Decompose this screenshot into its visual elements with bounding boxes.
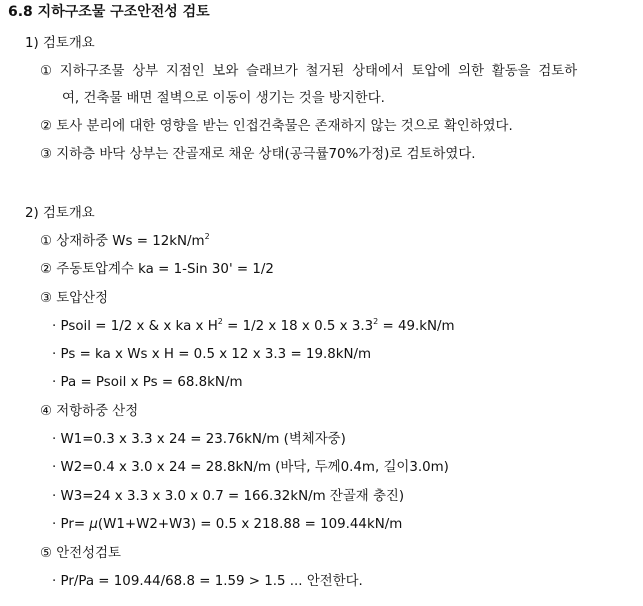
ps-formula: · Ps = ka x Ws x H = 0.5 x 12 x 3.3 = 19.8kN/m — [52, 347, 372, 362]
surcharge-load-text: ① 상재하중 Ws = 12kN/m — [40, 234, 205, 249]
w3-formula: · W3=24 x 3.3 x 3.0 x 0.7 = 166.32kN/m 잔골재 충진) — [52, 489, 405, 504]
psoil-part-b: = 1/2 x 18 x 0.5 x 3.3 — [222, 319, 374, 334]
surcharge-load — [40, 233, 210, 251]
resisting-load-title: ④ 저항하중 산정 — [40, 404, 139, 419]
psoil-formula — [52, 318, 455, 336]
section2-title: 2) 검토개요 — [25, 206, 95, 221]
section1-item-3: ③ 지하층 바닥 상부는 잔골재로 채운 상태(공극률70%가정)로 검토하였다. — [40, 147, 476, 162]
w2-formula: · W2=0.4 x 3.0 x 24 = 28.8kN/m (바닥, 두께0.4m, 길이3.0m) — [52, 460, 449, 475]
section1-item-1: ① 지하구조물 상부 지점인 보와 슬래브가 철거된 상태에서 토압에 의한 활동을 검토하 — [40, 64, 578, 79]
safety-check-formula: · Pr/Pa = 109.44/68.8 = 1.59 > 1.5 ... 안전한다. — [52, 574, 363, 589]
surcharge-load-exponent: 2 — [204, 232, 210, 241]
psoil-exponent-2: 2 — [373, 317, 379, 326]
section1-title: 1) 검토개요 — [25, 36, 95, 51]
safety-check-title: ⑤ 안전성검토 — [40, 546, 121, 561]
active-pressure-coefficient: ② 주동토압계수 ka = 1-Sin 30' = 1/2 — [40, 262, 274, 277]
earth-pressure-title: ③ 토압산정 — [40, 291, 109, 306]
pa-formula: · Pa = Psoil x Ps = 68.8kN/m — [52, 375, 243, 390]
page-title: 6.8 지하구조물 구조안전성 검토 — [8, 4, 210, 20]
pr-part-b: (W1+W2+W3) = 0.5 x 218.88 = 109.44kN/m — [97, 517, 403, 532]
psoil-part-a: · Psoil = 1/2 x & x ka x H — [52, 319, 218, 334]
w1-formula: · W1=0.3 x 3.3 x 24 = 23.76kN/m (벽체자중) — [52, 432, 346, 447]
section1-item-2: ② 토사 분리에 대한 영향을 받는 인접건축물은 존재하지 않는 것으로 확인하였다. — [40, 119, 513, 134]
psoil-part-c: = 49.kN/m — [378, 319, 455, 334]
friction-coefficient-symbol: μ — [89, 517, 98, 532]
psoil-exponent-1: 2 — [217, 317, 223, 326]
pr-formula — [52, 516, 402, 534]
pr-part-a: · Pr= — [52, 517, 90, 532]
section1-item-1-continued: 여, 건축물 배면 절벽으로 이동이 생기는 것을 방지한다. — [62, 91, 385, 106]
